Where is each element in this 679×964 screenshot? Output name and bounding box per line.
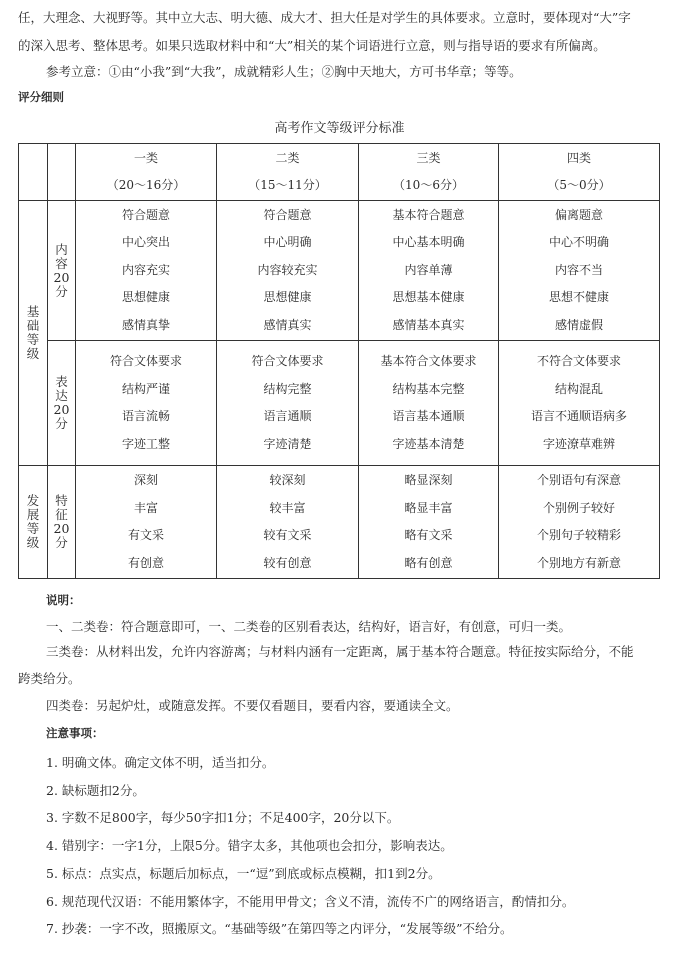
attention-item: 2. 缺标题扣2分。 — [46, 782, 145, 798]
criteria-cell — [359, 341, 499, 466]
notes-heading: 说明： — [46, 593, 81, 607]
criterion: 结构基本完整 — [392, 381, 465, 396]
group-label-char: 级 — [26, 535, 40, 550]
attention-heading: 注意事项： — [46, 726, 104, 740]
criteria-cell — [359, 201, 499, 341]
criterion: 丰富 — [133, 500, 158, 515]
criterion: 语言流畅 — [121, 409, 170, 423]
header-cell — [217, 144, 359, 201]
row-label-char: 内 — [55, 241, 68, 257]
empty-cell — [48, 144, 76, 201]
criterion: 不符合文体要求 — [536, 354, 621, 368]
criterion: 个别地方有新意 — [536, 555, 621, 570]
row-label-char: 容 — [55, 255, 68, 271]
criteria-cell — [499, 341, 660, 466]
criteria-cell — [76, 201, 217, 341]
criterion: 略显丰富 — [404, 500, 453, 515]
criterion: 较深刻 — [269, 473, 306, 487]
category-name: 二类 — [275, 151, 300, 165]
criterion: 基本符合文体要求 — [380, 354, 477, 368]
criteria-cell — [217, 341, 359, 466]
attention-item: 6. 规范现代汉语：不能用繁体字，不能用甲骨文；含义不清，流传不广的网络语言，酌情扣分。 — [46, 893, 575, 909]
category-range: （10～6分） — [393, 178, 464, 192]
criterion: 字迹潦草难辨 — [542, 436, 615, 451]
criteria-cell — [359, 466, 499, 579]
section-heading: 评分细则 — [18, 90, 64, 104]
criterion: 偏离题意 — [554, 207, 603, 222]
criteria-cell — [76, 466, 217, 579]
criterion: 语言不通顺语病多 — [530, 409, 627, 423]
criterion: 思想健康 — [263, 290, 312, 305]
table-row — [19, 201, 660, 341]
criterion: 较有文采 — [263, 528, 312, 542]
attention-item: 1. 明确文体。确定文体不明，适当扣分。 — [46, 755, 275, 770]
criterion: 思想健康 — [121, 290, 170, 305]
table-title: 高考作文等级评分标准 — [274, 121, 405, 136]
criterion: 结构混乱 — [554, 381, 603, 396]
row-label-char: 20 — [53, 269, 70, 285]
criterion: 中心不明确 — [548, 235, 609, 250]
group-label-char: 等 — [26, 332, 40, 347]
group-label-char: 展 — [26, 507, 40, 522]
criterion: 略有创意 — [404, 555, 453, 570]
row-label-char: 20 — [53, 402, 70, 417]
criterion: 符合题意 — [263, 207, 312, 222]
criterion: 较有创意 — [263, 555, 312, 570]
row-label-char: 分 — [55, 283, 68, 299]
criterion: 较丰富 — [269, 500, 306, 515]
row-label — [48, 341, 76, 466]
criterion: 思想基本健康 — [392, 290, 465, 305]
category-name: 三类 — [416, 151, 441, 165]
header-cell — [499, 144, 660, 201]
note-paragraph: 跨类给分。 — [18, 671, 81, 686]
attention-item: 5. 标点：点实点，标题后加标点，一“逗”到底或标点模糊，扣1到2分。 — [46, 865, 441, 881]
row-label — [48, 466, 76, 579]
criterion: 结构完整 — [263, 381, 312, 396]
row-label-char: 征 — [55, 507, 68, 522]
group-label vl — [19, 201, 48, 466]
criterion: 符合文体要求 — [251, 354, 324, 368]
category-range: （5～0分） — [547, 178, 611, 192]
criterion: 内容单薄 — [404, 262, 453, 277]
table-row — [19, 466, 660, 579]
attention-item: 7. 抄袭：一字不改，照搬原文。“基础等级”在第四等之内评分，“发展等级”不给分。 — [46, 921, 513, 937]
criterion: 中心基本明确 — [392, 235, 465, 250]
intro-line: 的深入思考、整体思考。如果只选取材料中和“大”相关的某个词语进行立意，则与指导语的要求有所偏离。 — [18, 38, 606, 53]
criterion: 思想不健康 — [548, 290, 609, 305]
criterion: 深刻 — [133, 473, 158, 487]
note-paragraph: 三类卷：从材料出发，允许内容游离；与材料内涵有一定距离，属于基本符合题意。特征按实际给分，不能 — [46, 644, 634, 659]
criterion: 有文采 — [127, 528, 164, 542]
criterion: 感情虚假 — [554, 317, 603, 332]
row-label — [48, 201, 76, 341]
row-label-char: 分 — [55, 535, 68, 550]
criterion: 内容充实 — [121, 262, 170, 277]
header-cell — [359, 144, 499, 201]
table-header-row — [19, 144, 660, 201]
row-label-char: 20 — [53, 521, 70, 536]
criterion: 字迹清楚 — [263, 436, 312, 451]
criteria-cell — [499, 466, 660, 579]
empty-cell — [19, 144, 48, 201]
criterion: 语言基本通顺 — [392, 409, 465, 423]
criterion: 感情真挚 — [121, 317, 170, 332]
criterion: 个别句子较精彩 — [536, 528, 621, 542]
category-name: 一类 — [133, 151, 158, 165]
criterion: 结构严谨 — [121, 381, 170, 396]
criterion: 中心明确 — [263, 235, 312, 250]
criterion: 符合文体要求 — [109, 354, 182, 368]
criterion: 个别例子较好 — [542, 500, 615, 515]
intro-line: 任，大理念、大视野等。其中立大志、明大德、成大才、担大任是对学生的具体要求。立意时，要体现对“大”字 — [18, 10, 631, 25]
criterion: 感情基本真实 — [392, 317, 465, 332]
group-label-char: 发 — [26, 493, 40, 508]
group-label-char: 级 — [26, 346, 40, 361]
group-label-char: 等 — [26, 521, 40, 536]
note-paragraph: 四类卷：另起炉灶，或随意发挥。不要仅看题目，要看内容，要通读全文。 — [46, 698, 459, 713]
note-paragraph: 一、二类卷：符合题意即可，一、二类卷的区别看表达，结构好，语言好，有创意，可归一类。 — [46, 619, 572, 634]
criteria-cell — [217, 201, 359, 341]
criterion: 有创意 — [127, 555, 164, 570]
reference-ideas: 参考立意：①由“小我”到“大我”，成就精彩人生；②胸中天地大，方可书华章；等等。 — [46, 64, 522, 79]
category-name: 四类 — [566, 151, 591, 165]
row-label-char: 分 — [55, 416, 68, 431]
criterion: 略有文采 — [404, 528, 453, 542]
group-label-char: 基 — [26, 304, 40, 319]
criterion: 感情真实 — [263, 317, 312, 332]
criterion: 中心突出 — [121, 235, 170, 250]
criteria-cell — [76, 341, 217, 466]
criteria-cell — [499, 201, 660, 341]
attention-item: 4. 错别字：一字1分，上限5分。错字太多，其他项也会扣分，影响表达。 — [46, 838, 453, 854]
criterion: 字迹工整 — [121, 436, 170, 451]
row-label-char: 特 — [55, 493, 68, 508]
scoring-table — [18, 143, 660, 579]
attention-item: 3. 字数不足800字，每少50字扣1分；不足400字，20分以下。 — [46, 810, 400, 826]
criteria-cell — [217, 466, 359, 579]
criterion: 符合题意 — [121, 207, 170, 222]
group-label vl — [19, 466, 48, 579]
group-label-char: 础 — [26, 318, 40, 333]
category-range: （20～16分） — [106, 178, 186, 192]
row-label-char: 表 — [55, 374, 68, 389]
criterion: 个别语句有深意 — [536, 473, 621, 487]
table-row — [19, 341, 660, 466]
criterion: 略显深刻 — [404, 473, 453, 487]
criterion: 基本符合题意 — [392, 207, 465, 222]
criterion: 语言通顺 — [263, 409, 312, 423]
criterion: 字迹基本清楚 — [392, 436, 465, 451]
category-range: （15～11分） — [248, 178, 327, 192]
criterion: 内容不当 — [554, 262, 603, 277]
row-label-char: 达 — [55, 388, 68, 403]
criterion: 内容较充实 — [257, 262, 318, 277]
header-cell — [76, 144, 217, 201]
